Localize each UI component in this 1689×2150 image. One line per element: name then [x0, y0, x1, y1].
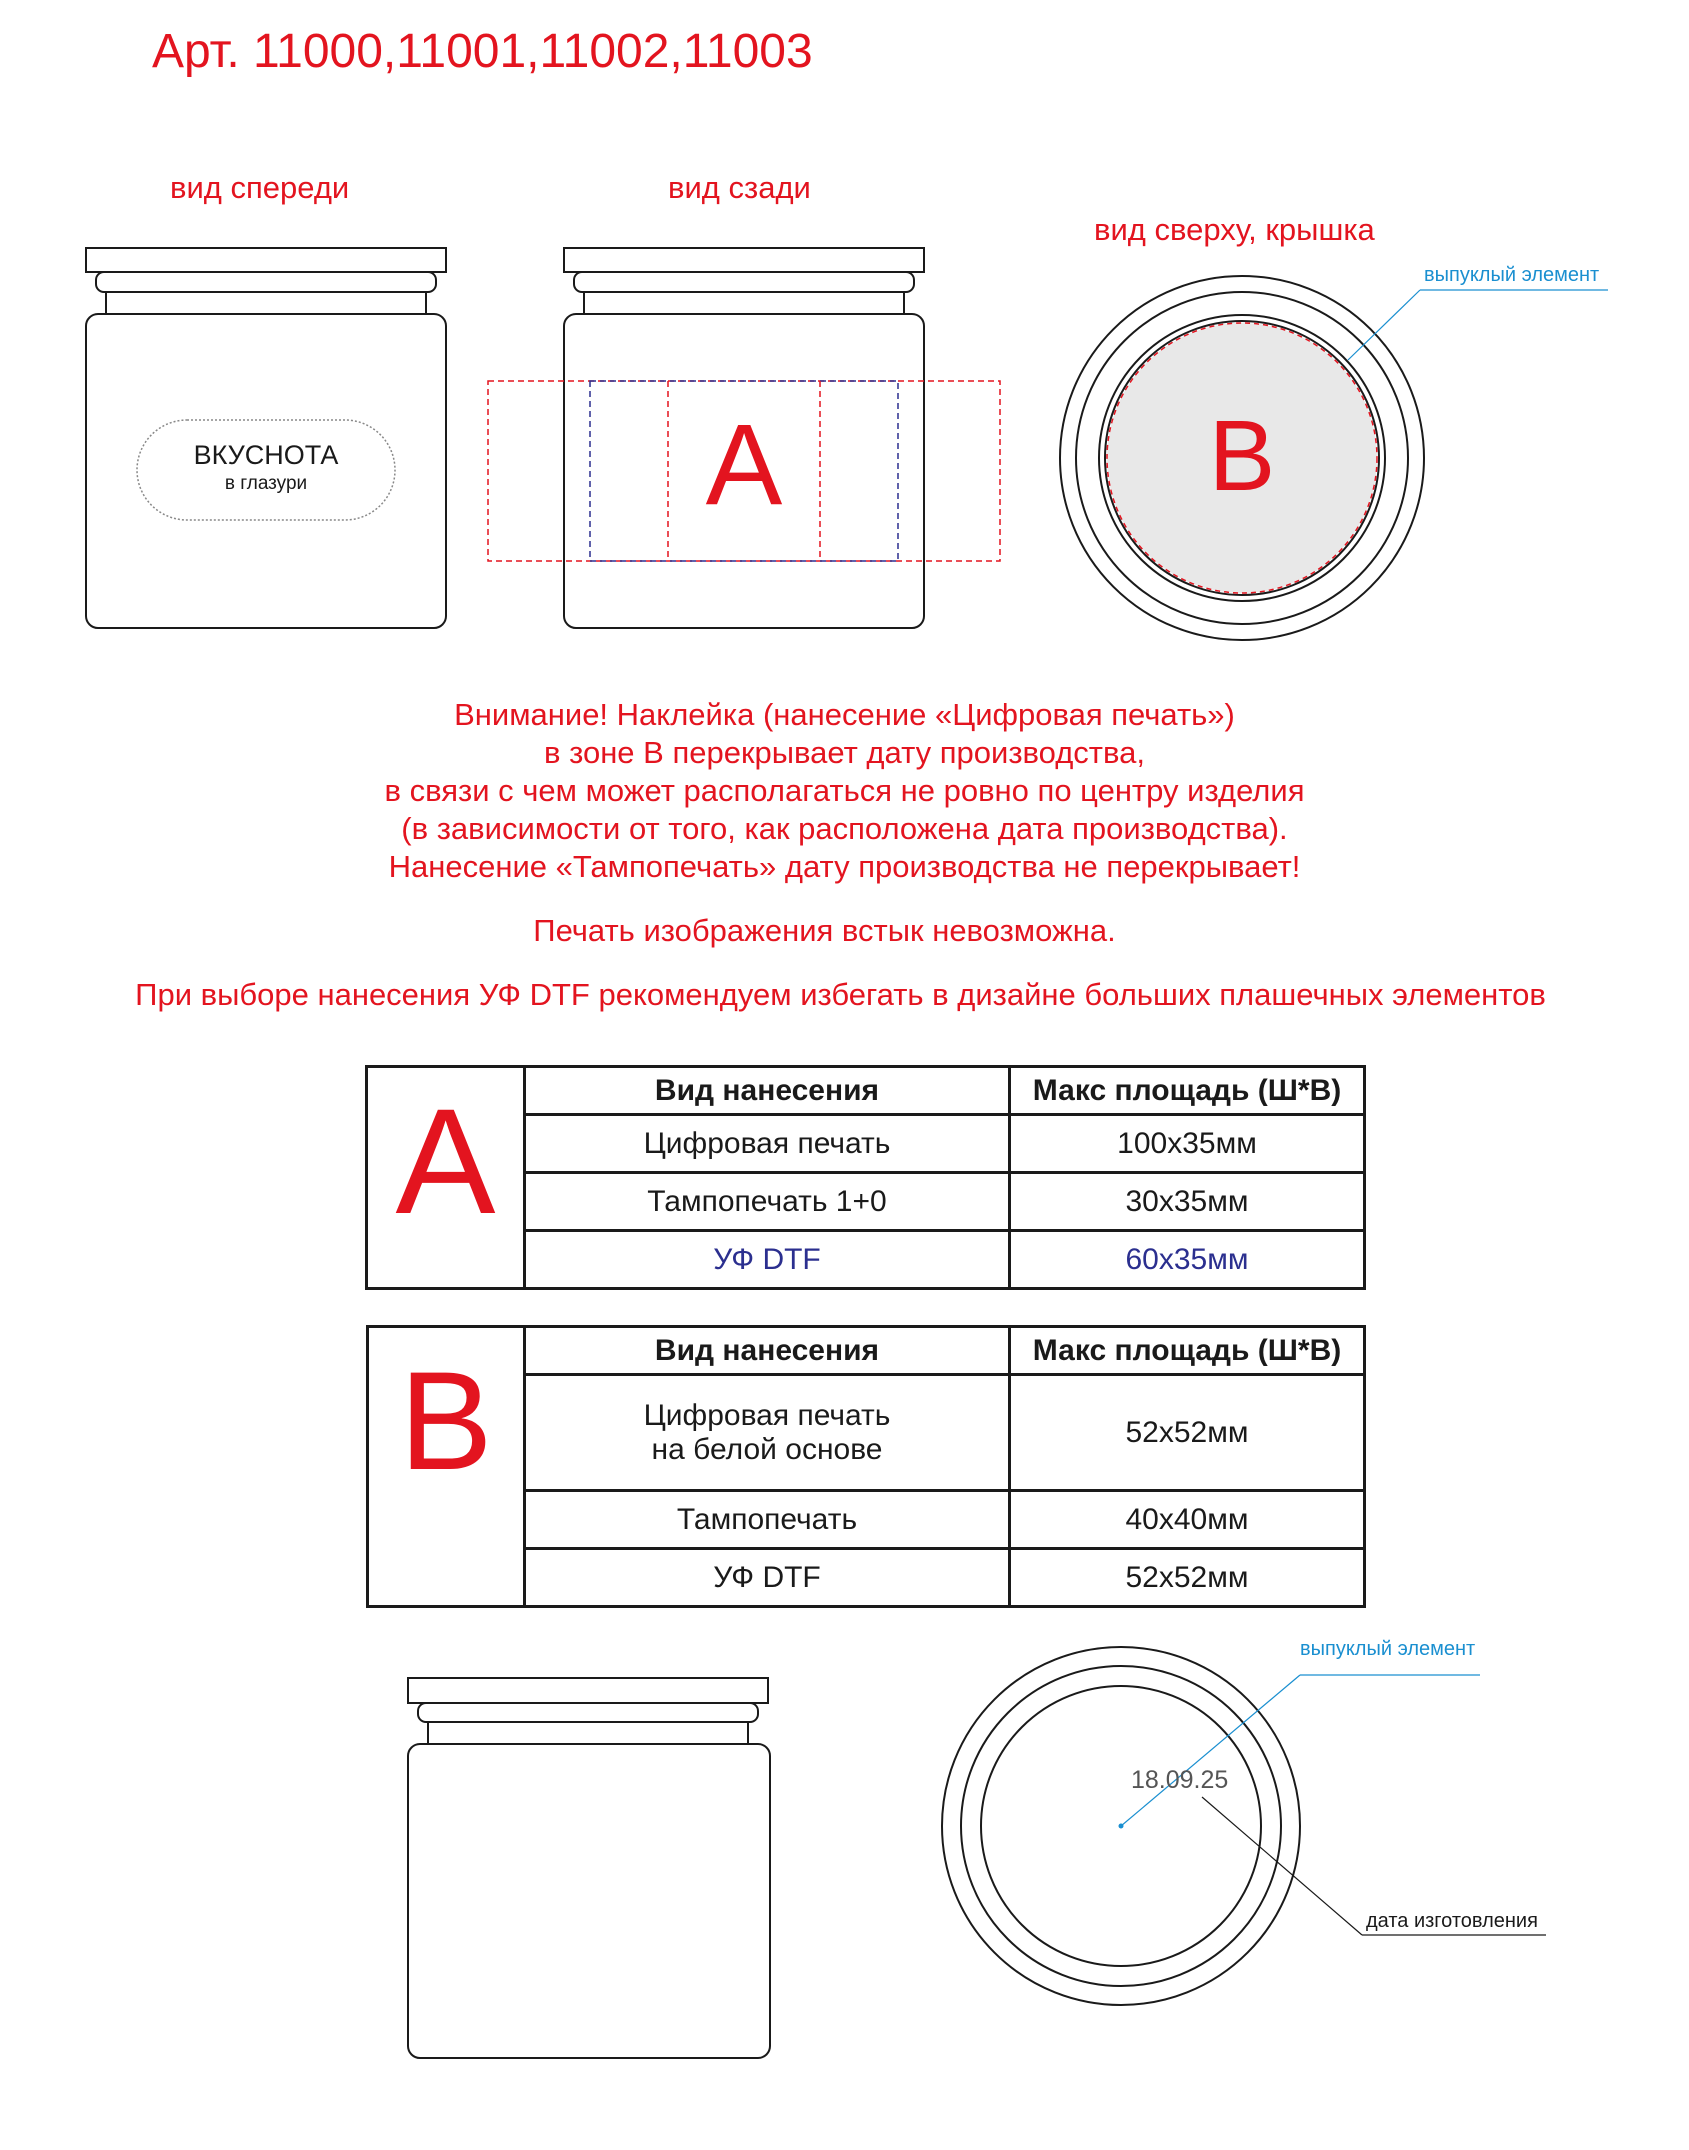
- date-leader-line: [1202, 1797, 1362, 1935]
- front-view-label: вид спереди: [170, 170, 350, 205]
- table-b-header-method: Вид нанесения: [525, 1327, 1010, 1375]
- front-label-brand: ВКУСНОТА: [193, 440, 339, 470]
- table-b-row-1-method-line-2: на белой основе: [651, 1432, 883, 1466]
- notice-line-2: в зоне В перекрывает дату производства,: [544, 735, 1145, 770]
- table-b-zone-cell: B: [368, 1327, 525, 1607]
- bottom-jar: [408, 1678, 770, 2058]
- front-body: [86, 314, 446, 628]
- table-a-header-area: Макс площадь (Ш*В): [1010, 1067, 1365, 1115]
- table-b-row-1-method: [525, 1375, 1010, 1491]
- notice-line-1: Внимание! Наклейка (нанесение «Цифровая печать»): [454, 697, 1235, 732]
- back-neck: [584, 292, 904, 314]
- notice-line-7: При выборе нанесения УФ DTF рекомендуем избегать в дизайне больших плашечных элементов: [135, 977, 1546, 1012]
- table-zone-b: [366, 1325, 1366, 1608]
- date-value: 18.09.25: [1131, 1766, 1229, 1794]
- table-a-row-2-area: 30x35мм: [1010, 1173, 1365, 1231]
- bottom-lid-ring: [418, 1703, 758, 1722]
- front-view-jar: [86, 248, 446, 628]
- back-view-label: вид сзади: [668, 170, 811, 205]
- zone-b-letter: B: [1208, 400, 1276, 512]
- notice-line-3: в связи с чем может располагаться не ровно по центру изделия: [384, 773, 1305, 808]
- notice-line-4: (в зависимости от того, как расположена дата производства).: [401, 811, 1288, 846]
- convex-bottom-annotation: выпуклый элемент: [1300, 1638, 1476, 1660]
- table-a-row-2-method: Тампопечать 1+0: [525, 1173, 1010, 1231]
- front-neck: [106, 292, 426, 314]
- table-b-row-2-area: 40x40мм: [1010, 1491, 1365, 1549]
- table-a-row-1-method: Цифровая печать: [525, 1115, 1010, 1173]
- table-a-row-1-area: 100x35мм: [1010, 1115, 1365, 1173]
- table-b-row-3-area: 52x52мм: [1010, 1549, 1365, 1607]
- convex-annotation: выпуклый элемент: [1424, 264, 1600, 286]
- table-b-row-3-method: УФ DTF: [525, 1549, 1010, 1607]
- convex-bottom-leader: [1121, 1675, 1300, 1826]
- top-view-label: вид сверху, крышка: [1094, 212, 1375, 247]
- date-annotation: дата изготовления: [1366, 1910, 1538, 1932]
- front-label-sub: в глазури: [224, 473, 308, 494]
- table-b-row-2-method: Тампопечать: [525, 1491, 1010, 1549]
- convex-leader-line: [1348, 290, 1420, 360]
- zone-a-letter: A: [705, 401, 783, 529]
- front-lid-top: [86, 248, 446, 272]
- back-lid-ring: [574, 272, 914, 292]
- bottom-lid-top: [408, 1678, 768, 1703]
- article-title: Арт. 11000,11001,11002,11003: [152, 25, 813, 78]
- notice-line-5: Нанесение «Тампопечать» дату производства не перекрывает!: [388, 849, 1301, 884]
- table-a-zone-cell: A: [367, 1067, 525, 1289]
- table-a-row-3-method: УФ DTF: [525, 1231, 1010, 1289]
- table-b-header-area: Макс площадь (Ш*В): [1010, 1327, 1365, 1375]
- table-b-row-1-method-line-1: Цифровая печать: [643, 1398, 891, 1432]
- front-lid-ring: [96, 272, 436, 292]
- notice-line-6: Печать изображения встык невозможна.: [533, 913, 1116, 948]
- bottom-neck: [428, 1722, 748, 1744]
- table-a-header-method: Вид нанесения: [525, 1067, 1010, 1115]
- table-b-row-1-area: 52x52мм: [1010, 1375, 1365, 1491]
- bottom-body: [408, 1744, 770, 2058]
- back-lid-top: [564, 248, 924, 272]
- table-zone-a: [365, 1065, 1366, 1290]
- table-a-row-3-area: 60x35мм: [1010, 1231, 1365, 1289]
